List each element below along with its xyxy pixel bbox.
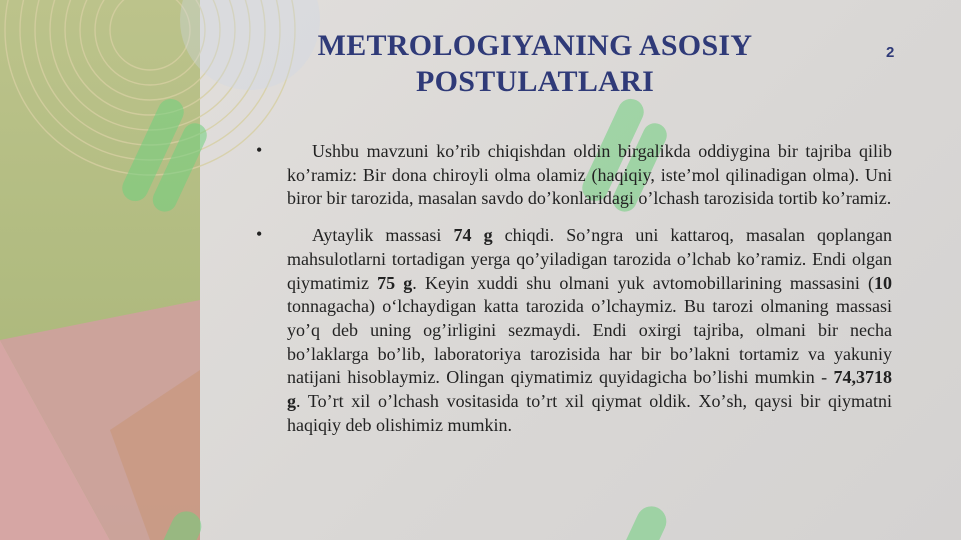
page-title	[300, 28, 770, 100]
bold-value: 74 g	[453, 225, 493, 246]
paragraph-2	[287, 224, 892, 437]
bold-value: 10	[874, 272, 892, 293]
page-number: 2	[886, 44, 895, 61]
watermark-circle	[180, 0, 320, 90]
bold-value: 75 g	[377, 272, 413, 293]
text-run: . Toʼrt xil oʼlchash vositasida toʼrt xil qiymat oldik. Xoʼsh, qaysi bir qiymatni haqiqiy deb olishimiz mumkin.	[287, 391, 892, 435]
bullet-item-2	[256, 224, 892, 437]
bullet-icon: •	[256, 140, 263, 160]
title-line-2: POSTULATLARI	[415, 65, 655, 98]
bullet-icon: •	[256, 224, 263, 245]
text-run: tonnagacha) oʻlchaydigan katta tarozida oʼlchaymiz. Bu tarozi olmaning massasi yoʼq deb uning ogʼirligini sezmaydi. Endi oxirgi tajriba, olmani bir necha boʼlaklarga boʼlib, laboratoriya tarozisida har bir boʼlakni tortamiz va yakuniy natijani hisoblaymiz. Olingan qiymatimiz quyidagicha boʼlishi mumkin -	[287, 296, 892, 388]
text-run: chiqdi. Soʼngra uni kattaroq, masalan qoplangan mahsulotlarni tortadigan yerga qoʼyiladigan tarozida oʼlchab koʼramiz. Endi olgan qiymatimiz	[287, 225, 892, 293]
content-body	[256, 140, 892, 450]
text-run: . Keyin xuddi shu olmani yuk avtomobillarining massasini (	[412, 272, 874, 293]
bold-value: 74,3718 g	[287, 367, 892, 412]
bullet-item-1	[256, 140, 892, 211]
paragraph-1: Ushbu mavzuni koʼrib chiqishdan oldin birgalikda oddiygina bir tajriba qilib koʼramiz: Bir dona chiroyli olma olamiz (haqiqiy, isteʼmol qilinadigan olma). Uni biror bir tarozida, masalan savdo doʼkonlaridagi oʼlchash tarozisida tortib koʼramiz.	[287, 141, 892, 209]
title-line-1: METROLOGIYANING ASOSIY	[317, 29, 753, 62]
text-run: Aytaylik massasi	[312, 225, 454, 246]
